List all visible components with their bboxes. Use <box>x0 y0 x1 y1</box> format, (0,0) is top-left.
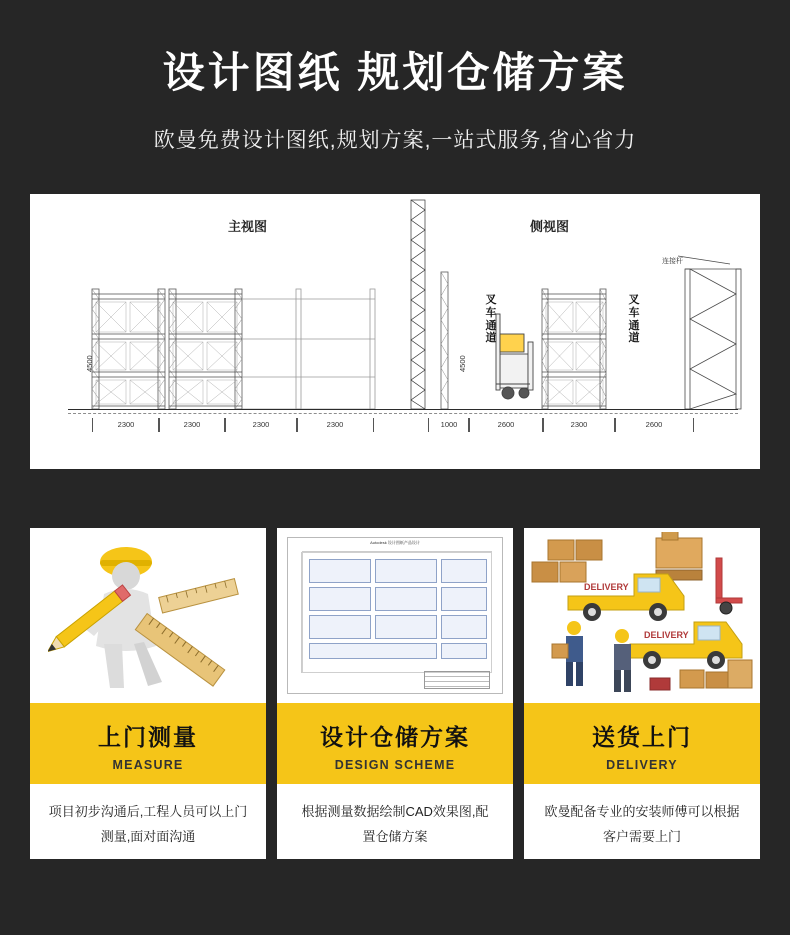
delivery-illustration <box>524 528 760 703</box>
design-illustration <box>277 528 513 703</box>
card-delivery-body: 欧曼配备专业的安装师傅可以根据客户需要上门 <box>524 784 760 859</box>
cad-grid <box>302 552 492 673</box>
card-measure-subtitle: MEASURE <box>112 758 184 772</box>
svg-text:DELIVERY: DELIVERY <box>584 581 629 592</box>
card-design-band <box>277 703 513 784</box>
page-title: 设计图纸 规划仓储方案 <box>162 49 628 96</box>
brace-label: 连接杆 <box>662 258 683 266</box>
cad-drawing <box>287 537 503 694</box>
card-design <box>277 528 513 859</box>
delivery-trucks-icon <box>530 532 754 700</box>
card-design-subtitle: DESIGN SCHEME <box>334 758 456 772</box>
page-header <box>0 0 790 172</box>
dim-side-4: 2600 <box>614 418 694 432</box>
cad-title: Autodesk 设计图纸产品设计 <box>370 540 420 545</box>
forklift-aisle-label-1: 叉车通道 <box>485 294 497 345</box>
dim-front-2: 2300 <box>158 418 226 432</box>
card-measure-band <box>30 703 266 784</box>
ground-hatch-line <box>68 413 738 414</box>
card-delivery <box>524 528 760 859</box>
forklift-aisle-label-2: 叉车通道 <box>628 294 640 345</box>
card-design-title: 设计仓储方案 <box>320 724 470 750</box>
side-view-label: 侧视图 <box>530 219 570 235</box>
technical-drawing-panel <box>30 194 760 469</box>
card-delivery-band <box>524 703 760 784</box>
height-dim-front: 4500 <box>85 355 94 373</box>
card-design-body: 根据测量数据绘制CAD效果图,配置仓储方案 <box>277 784 513 859</box>
card-delivery-title: 送货上门 <box>592 724 692 750</box>
height-dim-side: 4500 <box>458 355 467 373</box>
front-view-label: 主视图 <box>228 219 268 235</box>
dim-side-1: 1000 <box>428 418 470 432</box>
dim-front-3: 2300 <box>224 418 298 432</box>
page-subtitle: 欧曼免费设计图纸,规划方案,一站式服务,省心省力 <box>153 129 637 153</box>
dim-front-1: 2300 <box>92 418 160 432</box>
cad-title-block <box>424 671 490 689</box>
svg-text:DELIVERY: DELIVERY <box>644 629 689 640</box>
card-measure <box>30 528 266 859</box>
ground-line <box>68 409 738 410</box>
card-delivery-subtitle: DELIVERY <box>606 758 678 772</box>
dim-front-4: 2300 <box>296 418 374 432</box>
card-measure-body: 项目初步沟通后,工程人员可以上门测量,面对面沟通 <box>30 784 266 859</box>
dimension-chain <box>68 418 738 434</box>
service-cards <box>30 528 760 859</box>
worker-with-pencil-and-ruler-icon <box>48 536 248 696</box>
footer-strip <box>0 913 790 935</box>
dim-side-3: 2300 <box>542 418 616 432</box>
measure-illustration <box>30 528 266 703</box>
card-measure-title: 上门测量 <box>98 724 198 750</box>
dim-side-2: 2600 <box>468 418 544 432</box>
